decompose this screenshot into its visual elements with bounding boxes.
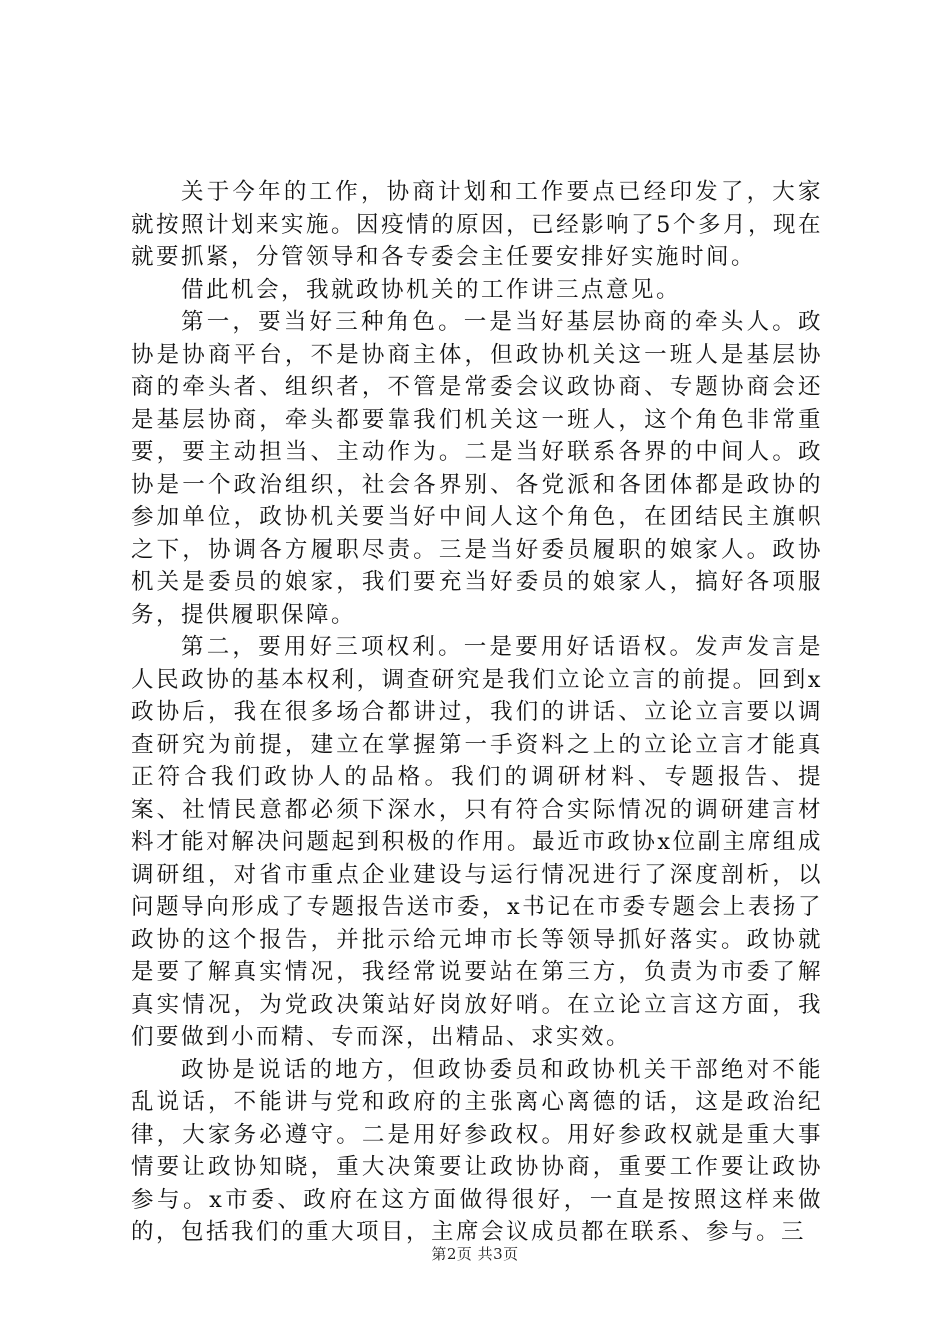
- paragraph: 第一，要当好三种角色。一是当好基层协商的牵头人。政协是协商平台，不是协商主体，但政协机关这一班人是基层协商的牵头者、组织者，不管是常委会议政协商、专题协商会还是基层协商，牵头都要靠我们机关这一班人，这个角色非常重要，要主动担当、主动作为。二是当好联系各界的中间人。政协是一个政治组织，社会各界别、各党派和各团体都是政协的参加单位，政协机关要当好中间人这个角色，在团结民主旗帜之下，协调各方履职尽责。三是当好委员履职的娘家人。政协机关是委员的娘家，我们要充当好委员的娘家人，搞好各项服务，提供履职保障。: [131, 309, 823, 628]
- document-body: [131, 176, 823, 1249]
- paragraph: 关于今年的工作，协商计划和工作要点已经印发了，大家就按照计划来实施。因疫情的原因，已经影响了5个多月，现在就要抓紧，分管领导和各专委会主任要安排好实施时间。: [131, 179, 823, 270]
- paragraph: 政协是说话的地方，但政协委员和政协机关干部绝对不能乱说话，不能讲与党和政府的主张离心离德的话，这是政治纪律，大家务必遵守。二是用好参政权。用好参政权就是重大事情要让政协知晓，重大决策要让政协协商，重要工作要让政协参与。x市委、政府在这方面做得很好，一直是按照这样来做的，包括我们的重大项目，主席会议成员都在联系、参与。三: [131, 1056, 823, 1245]
- paragraph: 借此机会，我就政协机关的工作讲三点意见。: [181, 276, 682, 303]
- paragraph: 第二，要用好三项权利。一是要用好话语权。发声发言是人民政协的基本权利，调查研究是我们立论立言的前提。回到x政协后，我在很多场合都讲过，我们的讲话、立论立言要以调查研究为前提，建立在掌握第一手资料之上的立论立言才能真正符合我们政协人的品格。我们的调研材料、专题报告、提案、社情民意都必须下深水，只有符合实际情况的调研建言材料才能对解决问题起到积极的作用。最近市政协x位副主席组成调研组，对省市重点企业建设与运行情况进行了深度剖析，以问题导向形成了专题报告送市委，x书记在市委专题会上表扬了政协的这个报告，并批示给元坤市长等领导抓好落实。政协就是要了解真实情况，我经常说要站在第三方，负责为市委了解真实情况，为党政决策站好岗放好哨。在立论立言这方面，我们要做到小而精、专而深，出精品、求实效。: [131, 634, 823, 1050]
- page-number-footer: 第2页 共3页: [431, 1245, 519, 1263]
